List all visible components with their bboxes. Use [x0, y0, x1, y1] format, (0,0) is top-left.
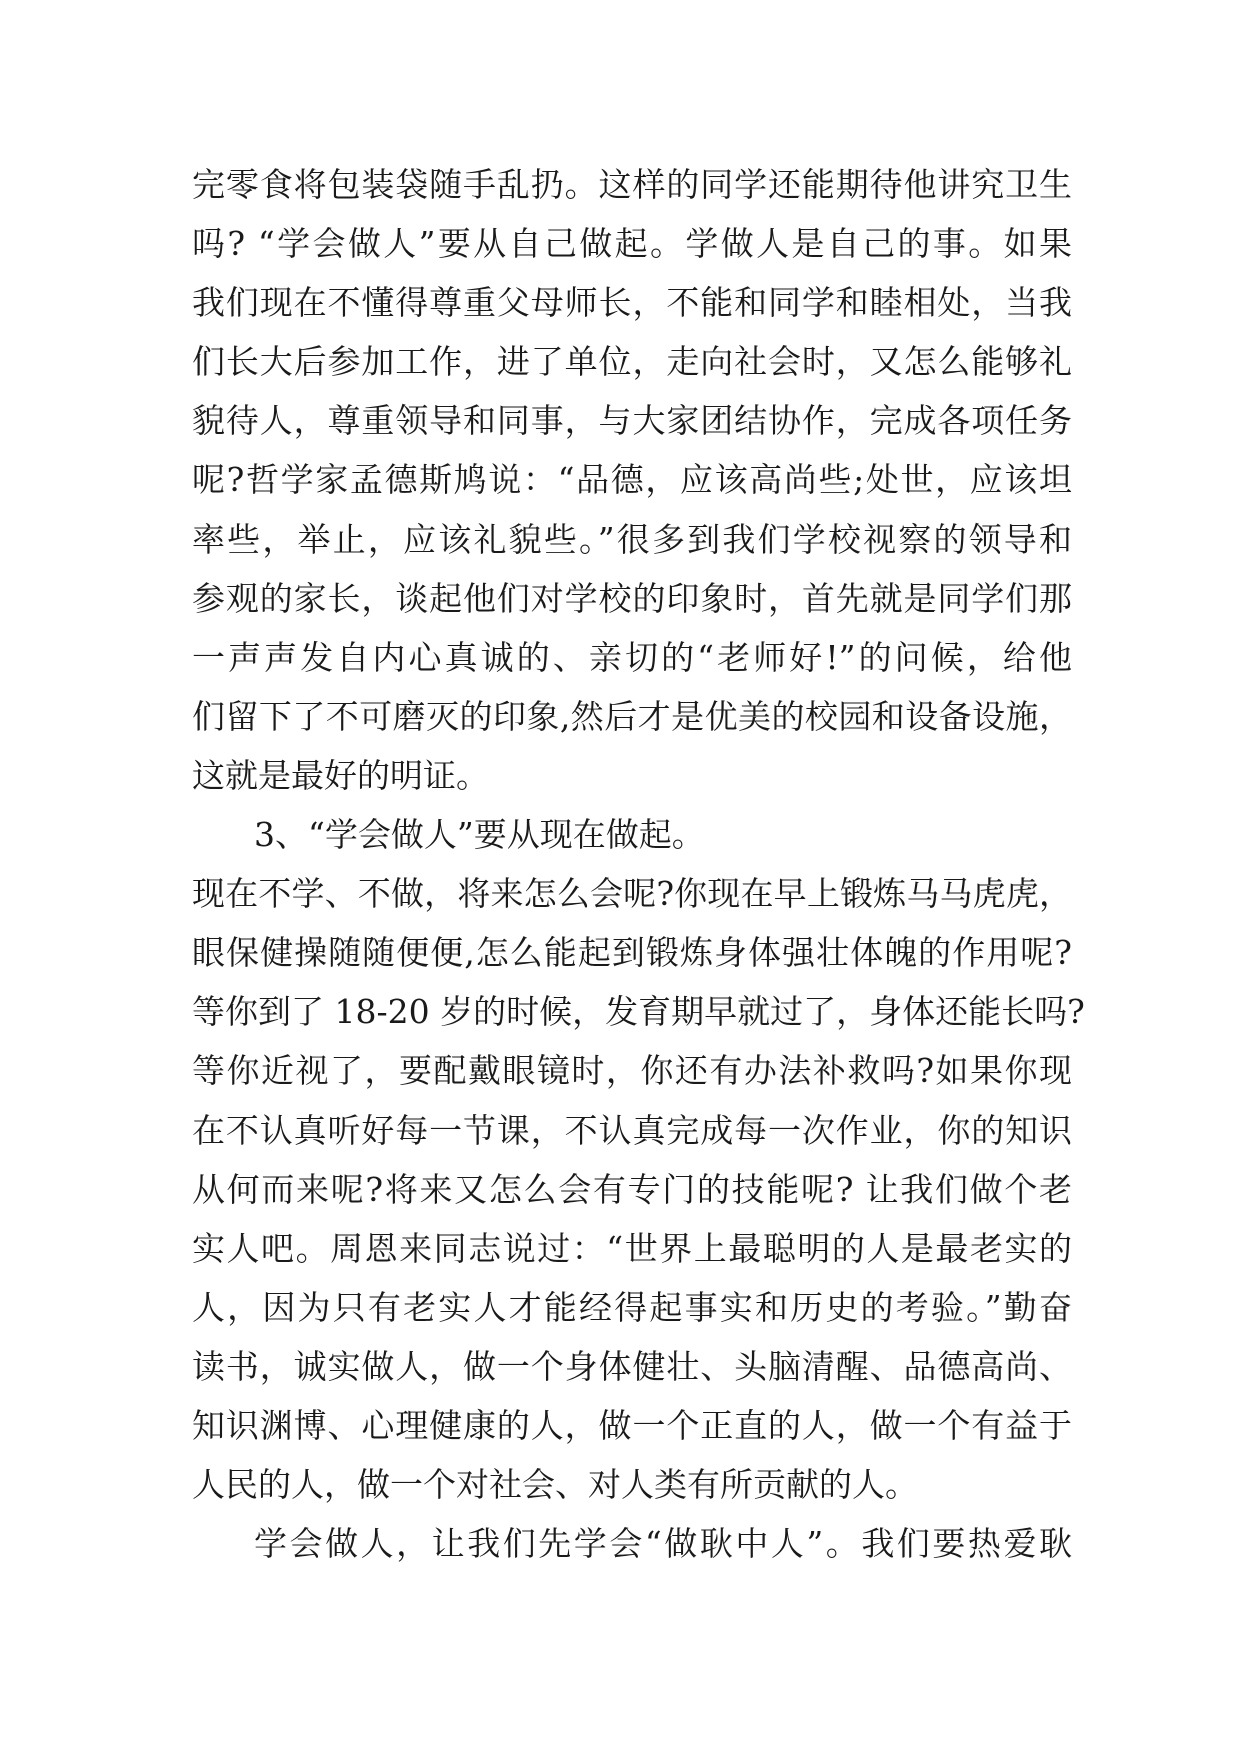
- text-line: 眼保健操随随便便,怎么能起到锻炼身体强壮体魄的作用呢?: [192, 933, 1072, 973]
- text-line: 率些，举止，应该礼貌些。”很多到我们学校视察的领导和: [192, 519, 1072, 559]
- text-line: 完零食将包装袋随手乱扔。这样的同学还能期待他讲究卫生: [192, 165, 1072, 204]
- body-text: [192, 155, 1085, 1573]
- text-line: 等你到了 18-20 岁的时候，发育期早就过了，身体还能长吗?: [192, 992, 1085, 1032]
- text-line: 在不认真听好每一节课，不认真完成每一次作业，你的知识: [192, 1110, 1072, 1150]
- text-line: 现在不学、不做，将来怎么会呢?你现在早上锻炼马马虎虎，: [192, 874, 1072, 914]
- text-line: 吗? “学会做人”要从自己做起。学做人是自己的事。如果: [192, 224, 1072, 264]
- text-line: 人，因为只有老实人才能经得起事实和历史的考验。”勤奋: [192, 1287, 1072, 1327]
- text-line: 貌待人，尊重领导和同事，与大家团结协作，完成各项任务: [192, 401, 1072, 441]
- text-line: 们留下了不可磨灭的印象,然后才是优美的校园和设备设施，: [192, 696, 1072, 736]
- text-line: 一声声发自内心真诚的、亲切的“老师好!”的问候，给他: [192, 637, 1072, 677]
- paragraph-start-line: 学会做人，让我们先学会“做耿中人”。我们要热爱耿: [254, 1524, 1072, 1564]
- paragraph-end-line: 这就是最好的明证。: [192, 755, 489, 795]
- text-line: 我们现在不懂得尊重父母师长，不能和同学和睦相处，当我: [192, 283, 1072, 323]
- text-line: 读书，诚实做人，做一个身体健壮、头脑清醒、品德高尚、: [192, 1346, 1072, 1386]
- text-line: 知识渊博、心理健康的人，做一个正直的人，做一个有益于: [192, 1405, 1072, 1445]
- paragraph-end-line: 人民的人，做一个对社会、对人类有所贡献的人。: [192, 1465, 918, 1505]
- text-line: 参观的家长，谈起他们对学校的印象时，首先就是同学们那: [192, 578, 1072, 618]
- text-line: 实人吧。周恩来同志说过：“世界上最聪明的人是最老实的: [192, 1228, 1072, 1268]
- section-heading: 3、“学会做人”要从现在做起。: [254, 815, 705, 855]
- text-line: 呢?哲学家孟德斯鸠说：“品德，应该高尚些;处世，应该坦: [192, 460, 1072, 500]
- text-line: 从何而来呢?将来又怎么会有专门的技能呢? 让我们做个老: [192, 1169, 1072, 1209]
- text-line: 们长大后参加工作，进了单位，走向社会时，又怎么能够礼: [192, 342, 1072, 382]
- text-line: 等你近视了，要配戴眼镜时，你还有办法补救吗?如果你现: [192, 1051, 1072, 1091]
